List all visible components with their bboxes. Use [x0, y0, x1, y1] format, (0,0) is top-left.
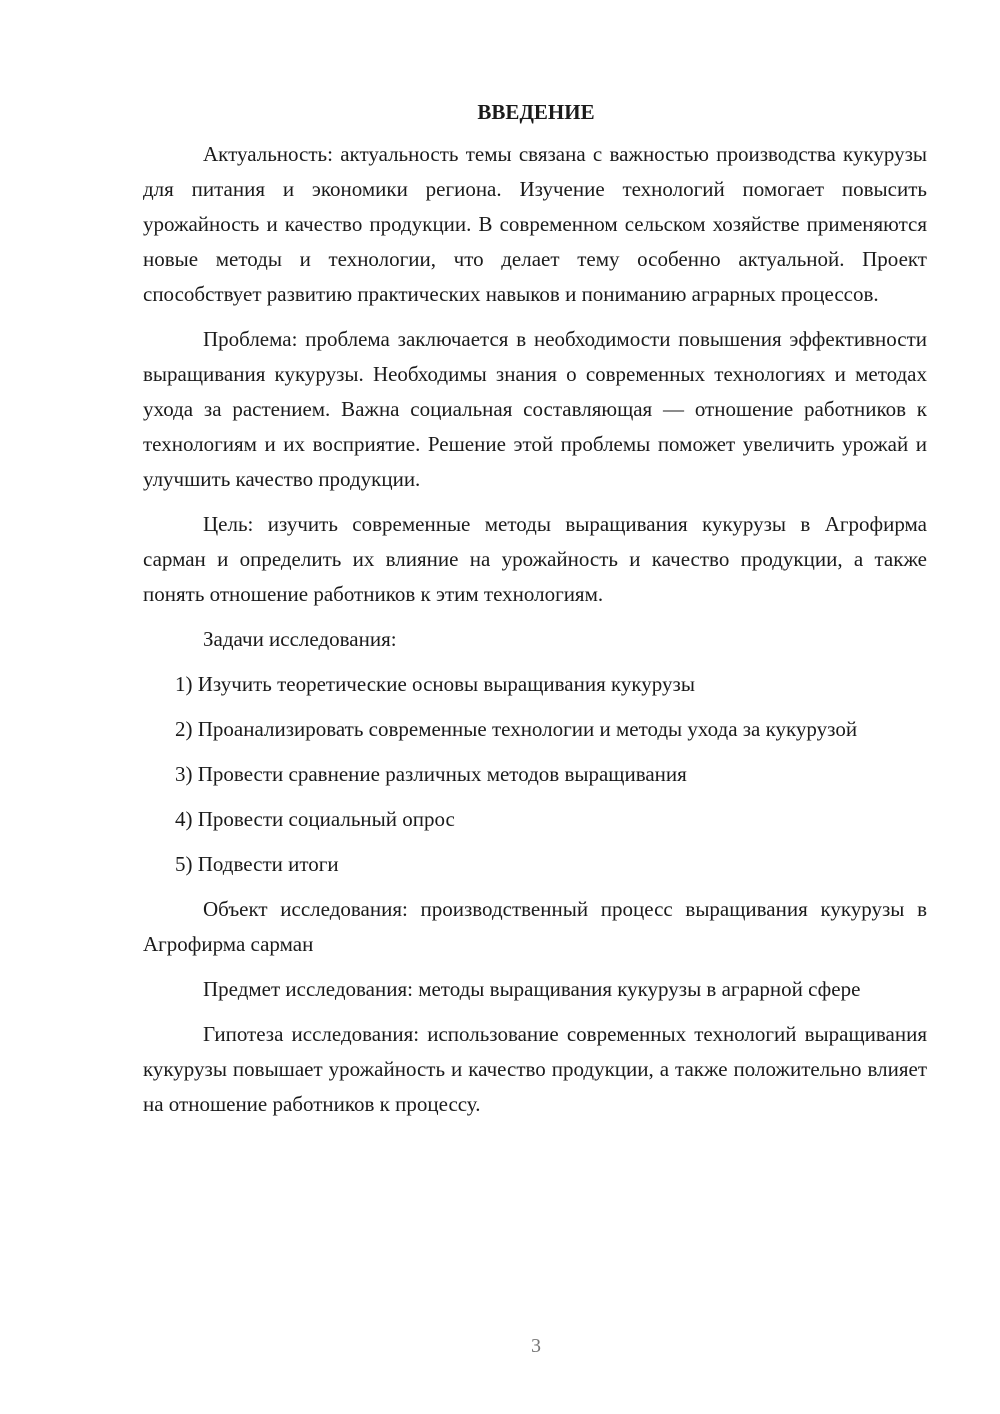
subject-paragraph: Предмет исследования: методы выращивания кукурузы в аграрной сфере	[203, 977, 861, 1001]
task-item-3: 3) Провести сравнение различных методов выращивания	[175, 762, 687, 786]
task-item-1: 1) Изучить теоретические основы выращивания кукурузы	[175, 672, 695, 696]
section-heading: ВВЕДЕНИЕ	[477, 100, 595, 124]
tasks-title: Задачи исследования:	[203, 627, 397, 651]
object-paragraph: Объект исследования: производственный процесс выращивания кукурузы в Агрофирма сарман	[143, 897, 927, 956]
page-number: 3	[531, 1335, 541, 1357]
document-page	[143, 97, 927, 1132]
relevance-paragraph: Актуальность: актуальность темы связана с важностью производства кукурузы для питания и экономики региона. Изучение технологий помогает повысить урожайность и качество продукции. В современном сельском хозяйстве применяются новые методы и технологии, что делает тему особенно актуальной. Проект способствует развитию практических навыков и пониманию аграрных процессов.	[143, 142, 927, 306]
hypothesis-paragraph: Гипотеза исследования: использование современных технологий выращивания кукурузы повышает урожайность и качество продукции, а также положительно влияет на отношение работников к процессу.	[143, 1022, 927, 1116]
task-item-5: 5) Подвести итоги	[175, 852, 339, 876]
task-item-2: 2) Проанализировать современные технологии и методы ухода за кукурузой	[175, 717, 858, 741]
goal-paragraph: Цель: изучить современные методы выращивания кукурузы в Агрофирма сарман и определить их влияние на урожайность и качество продукции, а также понять отношение работников к этим технологиям.	[143, 512, 927, 606]
task-item-4: 4) Провести социальный опрос	[175, 807, 455, 831]
problem-paragraph: Проблема: проблема заключается в необходимости повышения эффективности выращивания кукурузы. Необходимы знания о современных технологиях и методах ухода за растением. Важна социальная составляющая — отношение работников к технологиям и их восприятие. Решение этой проблемы поможет увеличить урожай и улучшить качество продукции.	[143, 327, 927, 491]
